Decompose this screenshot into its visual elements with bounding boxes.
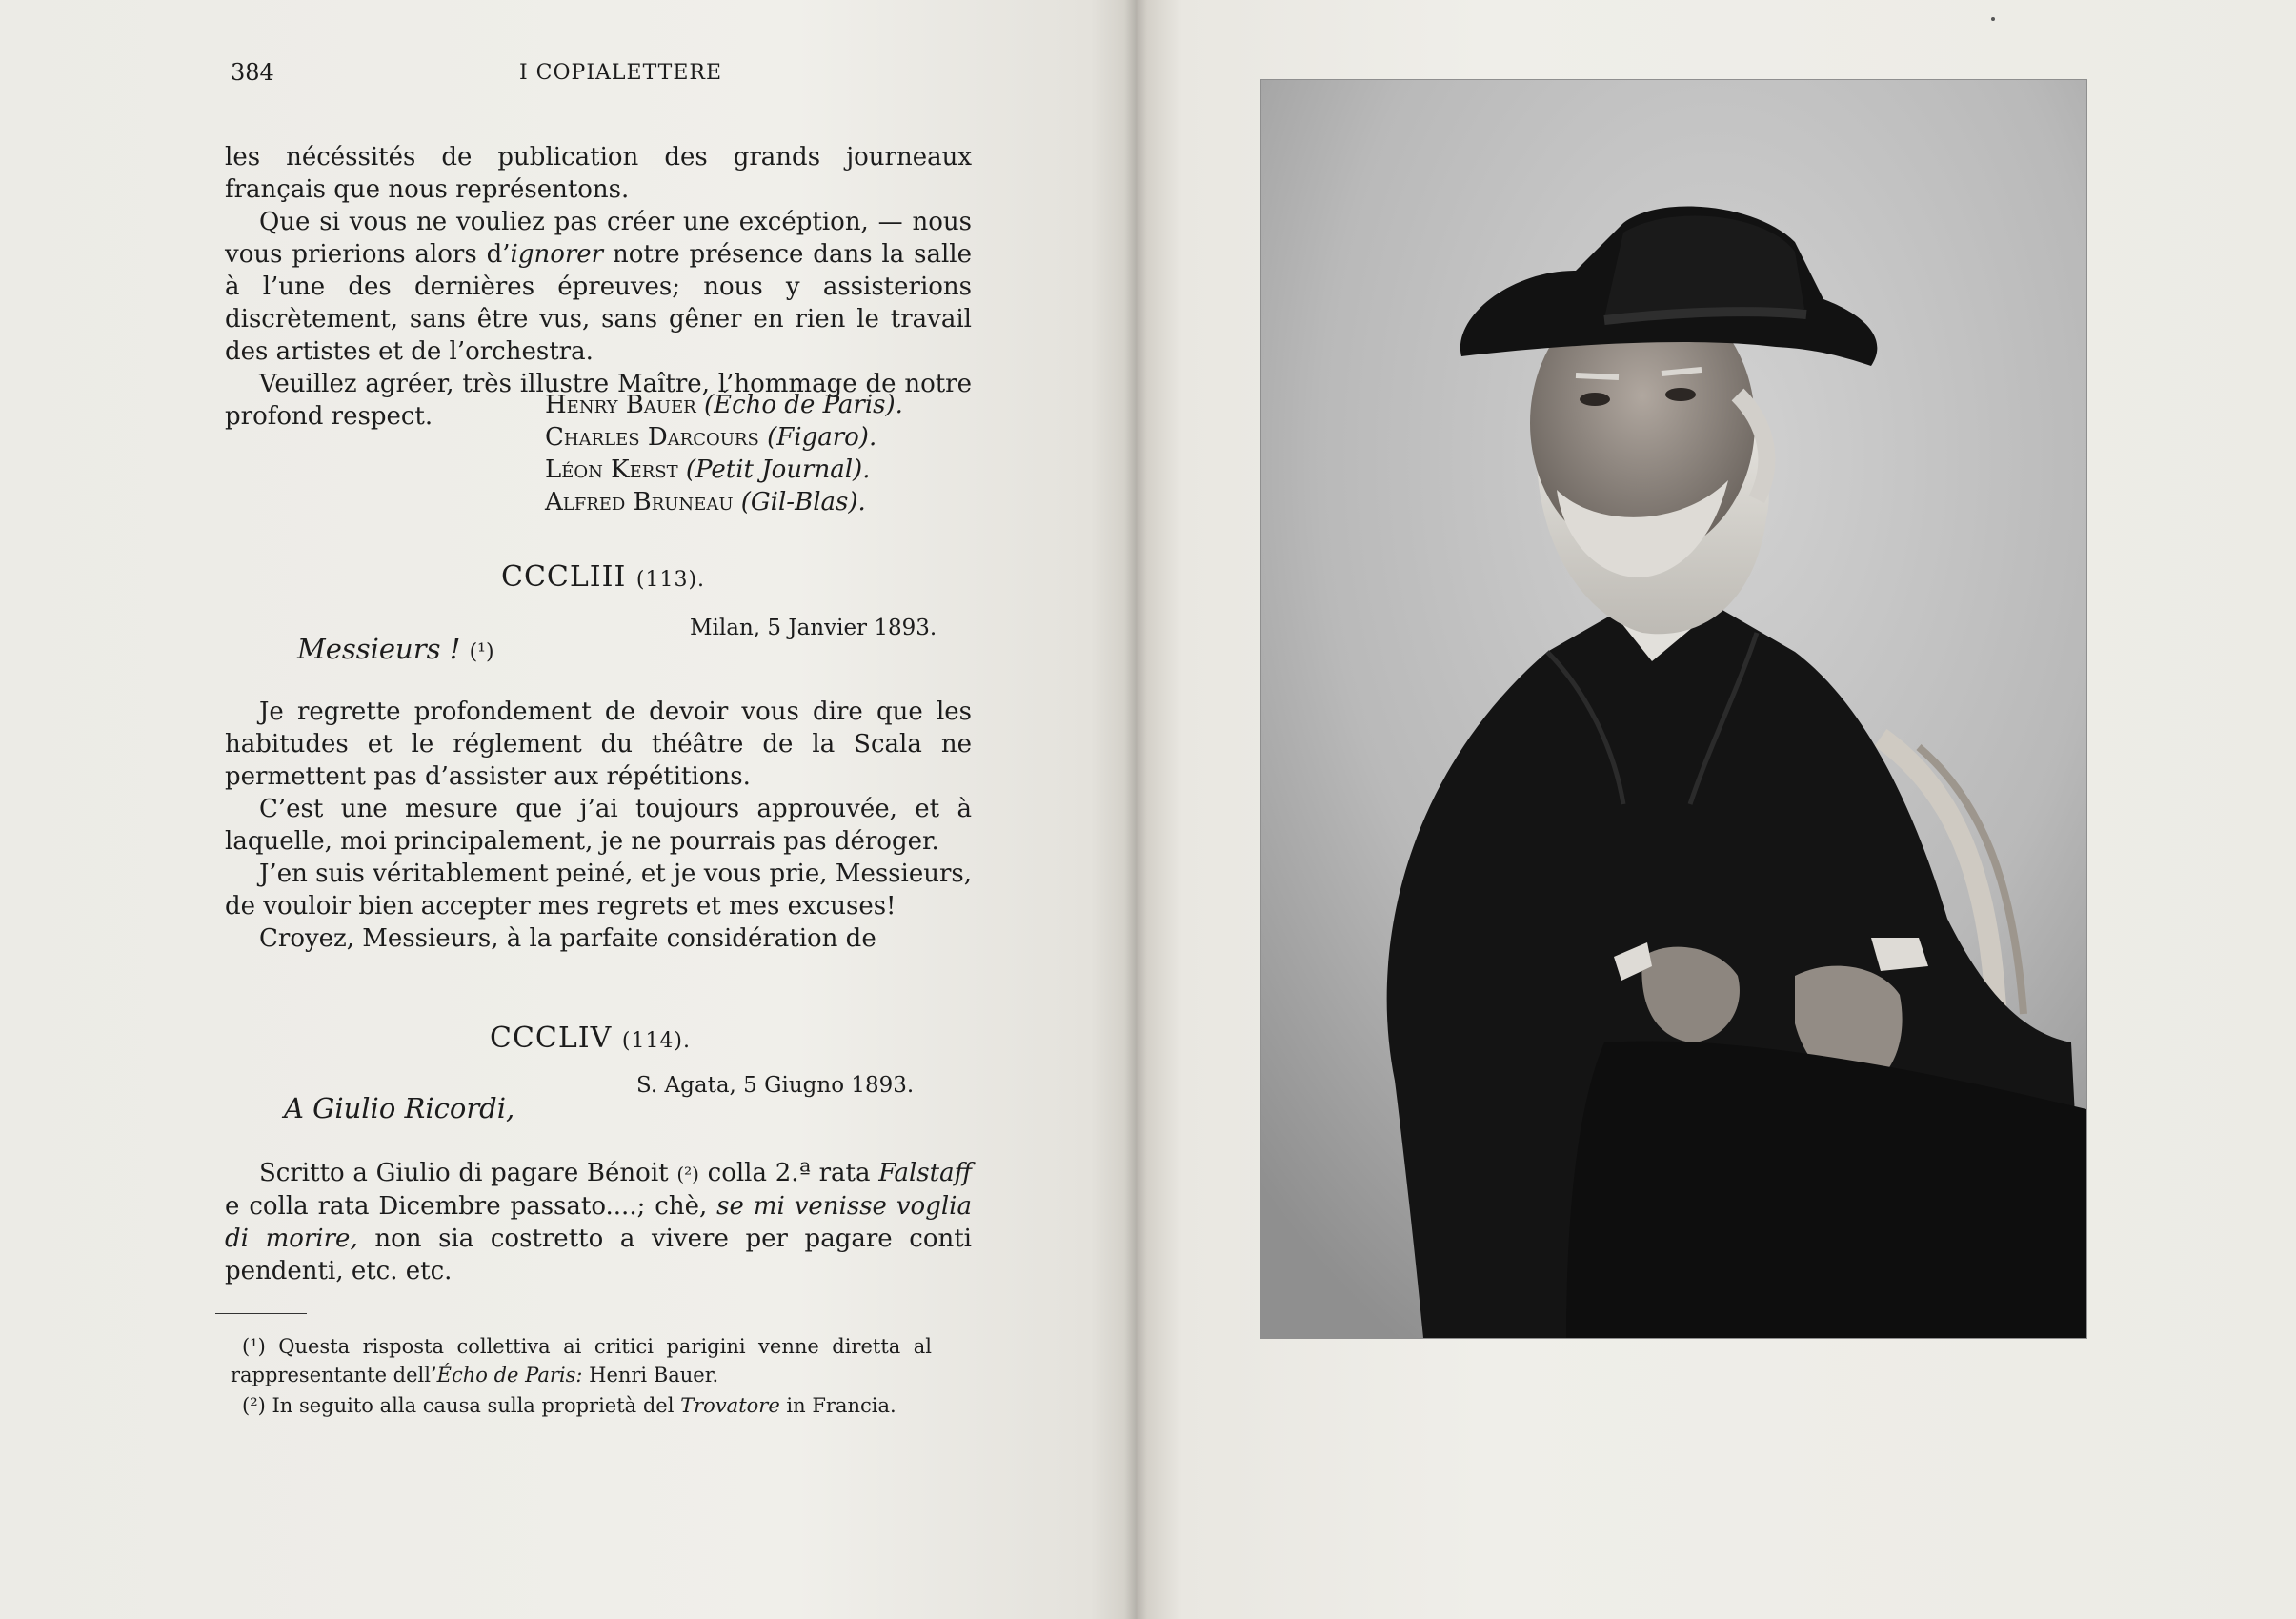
- signatory-paper: (Écho de Paris).: [703, 391, 903, 419]
- text-run: (¹) Questa risposta collettiva ai critici parigini venne diretta al rappresentante dell’: [231, 1335, 932, 1386]
- text-run: notre présence dans la salle à l’une des dernières épreuves; nous y assisterions discrètement, sans être vus, sans gêner en rien le travail des artistes et de l’orchestra.: [225, 240, 972, 366]
- letter-353-heading: [501, 560, 705, 594]
- signatory-name: Henry Bauer: [545, 391, 696, 419]
- letter-354-salutation: A Giulio Ricordi,: [284, 1092, 515, 1124]
- signatory-paper: (Gil-Blas).: [740, 488, 866, 516]
- text-run: Henri Bauer.: [582, 1364, 719, 1386]
- footnote-mark: (²): [676, 1163, 699, 1185]
- letter-353-paragraph: Croyez, Messieurs, à la parfaite considération de: [259, 924, 876, 953]
- italic-run: Écho de Paris:: [436, 1364, 583, 1386]
- running-head: I COPIALETTERE: [519, 61, 723, 85]
- letter-353-paragraph: Je regrette profondement de devoir vous dire que les habitudes et le réglement du théâtre de la Scala ne permettent pas d’assister aux répétitions.: [225, 698, 972, 791]
- text-run: Scritto a Giulio di pagare Bénoit: [259, 1159, 677, 1187]
- letter-353-paragraph: C’est une mesure que j’ai toujours approuvée, et à laquelle, moi principalement, je ne pourrais pas déroger.: [225, 795, 972, 856]
- page-number: 384: [231, 59, 274, 86]
- letter-number: CCCLIV: [490, 1022, 613, 1055]
- salutation-text: Messieurs !: [297, 633, 461, 665]
- letter-353-dateline: Milan, 5 Janvier 1893.: [690, 616, 937, 640]
- signatory-paper: (Figaro).: [767, 423, 877, 452]
- text-run: colla 2.ª rata: [698, 1159, 879, 1187]
- letter-ref: (114).: [621, 1029, 692, 1053]
- signatory: [545, 421, 903, 454]
- letter-ending-paragraph-3: Veuillez agréer, très illustre Maître, l’hommage de notre profond respect.: [225, 370, 972, 431]
- letter-number: CCCLIII: [501, 560, 627, 594]
- signatories: [545, 389, 903, 518]
- italic-run: se mi venisse voglia di morire,: [225, 1192, 972, 1253]
- portrait-illustration: [1261, 80, 2086, 1338]
- letter-353-salutation: [297, 633, 494, 665]
- footnote-mark: (¹): [469, 640, 494, 664]
- signatory-name: Charles Darcours: [545, 423, 759, 452]
- letter-ref: (113).: [635, 568, 706, 592]
- signatory: [545, 389, 903, 421]
- portrait-photograph: [1261, 80, 2086, 1338]
- eye: [1580, 393, 1610, 406]
- paper-speck: [1991, 17, 1995, 21]
- italic-run: Trovatore: [680, 1394, 780, 1417]
- letter-354-paragraph: [225, 1157, 972, 1287]
- signatory-paper: (Petit Journal).: [685, 455, 871, 484]
- shirt-cuff: [1871, 938, 1928, 971]
- text-run: in Francia.: [779, 1394, 896, 1417]
- signatory-name: Alfred Bruneau: [545, 488, 734, 516]
- letter-354-heading: [490, 1022, 691, 1055]
- left-page: [0, 0, 1136, 1619]
- letter-354-dateline: S. Agata, 5 Giugno 1893.: [636, 1073, 915, 1098]
- signatory: [545, 454, 903, 486]
- text-run: (²) In seguito alla causa sulla proprietà del: [242, 1394, 681, 1417]
- text-run: non sia costretto a vivere per pagare conti pendenti, etc. etc.: [225, 1224, 972, 1285]
- book-gutter: [1124, 0, 1147, 1619]
- letter-ending-paragraph-2: [225, 206, 972, 368]
- letter-353-paragraph: J’en suis véritablement peiné, et je vous prie, Messieurs, de vouloir bien accepter mes regrets et mes excuses!: [225, 860, 972, 921]
- eye: [1665, 388, 1696, 401]
- signatory: [545, 486, 903, 518]
- italic-run: Falstaff: [878, 1159, 972, 1187]
- letter-354-body: [225, 1157, 972, 1287]
- text-run: Que si vous ne vouliez pas créer une excéption, — nous vous prierions alors d’: [225, 208, 972, 269]
- text-run: e colla rata Dicembre passato....; chè,: [225, 1192, 717, 1221]
- letter-353-body: [225, 696, 972, 955]
- letter-ending-paragraph-1: les nécéssités de publication des grands journeaux français que nous représentons.: [225, 143, 972, 204]
- footnote-rule: [215, 1313, 307, 1314]
- italic-run: ignorer: [510, 240, 604, 269]
- signatory-name: Léon Kerst: [545, 455, 678, 484]
- footnote-1: [231, 1332, 932, 1389]
- footnote-2: [231, 1391, 932, 1420]
